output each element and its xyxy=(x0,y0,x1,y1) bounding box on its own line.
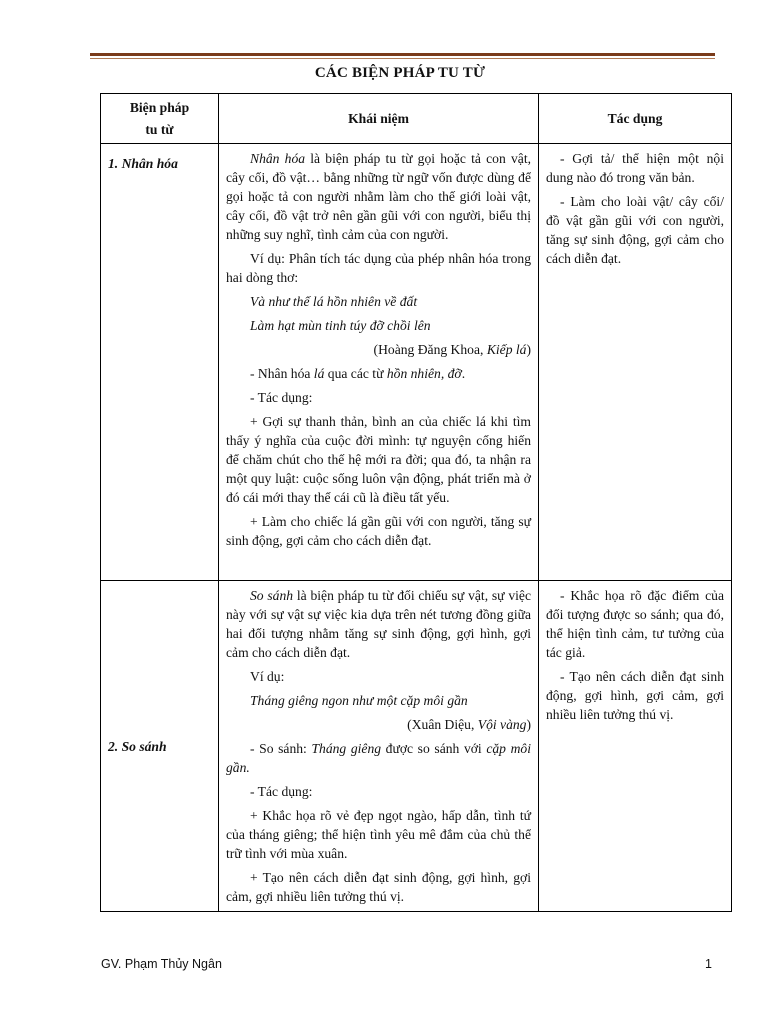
poem-line: Tháng giêng ngon như một cặp môi gần xyxy=(250,693,468,708)
concept-cell xyxy=(219,581,539,912)
example-intro: Ví dụ: xyxy=(250,669,285,684)
effect-point: + Gợi sự thanh thản, bình an của chiếc lá khi tìm thấy ý nghĩa của cuộc đời mình: tự nguyện cống hiến để chăm chút cho thế hệ mới ra đời; qua đó, ta nhận ra một quy luật: cuộc sống luôn vận động, phát triển mà ở đó cái mới thay thế cái cũ là điều tất yếu. xyxy=(226,414,531,505)
use-point: - Khắc họa rõ đặc điểm của đối tượng được so sánh; qua đó, thể hiện tình cảm, tư tưởng của tác giả. xyxy=(546,588,724,660)
source-author: (Xuân Diệu, xyxy=(407,717,478,732)
technique-name: 1. Nhân hóa xyxy=(101,144,219,581)
poem-source xyxy=(226,340,531,359)
definition-term: Nhân hóa xyxy=(250,151,306,166)
source-work: Vội vàng xyxy=(477,717,527,732)
definition xyxy=(226,586,531,662)
definition-term: So sánh xyxy=(250,588,294,603)
effect-point: + Tạo nên cách diễn đạt sinh động, gợi hình, gợi cảm, gợi nhiều liên tưởng thú vị. xyxy=(226,870,531,904)
header-technique xyxy=(101,94,219,144)
example-intro: Ví dụ: Phân tích tác dụng của phép nhân hóa trong hai dòng thơ: xyxy=(226,251,531,285)
header-effect: Tác dụng xyxy=(539,94,732,144)
effect-point: + Làm cho chiếc lá gần gũi với con người, tăng sự sinh động, gợi cảm cho cách diễn đạt. xyxy=(226,514,531,548)
header-technique-line2: tu từ xyxy=(145,121,174,137)
analysis-object: Tháng giêng xyxy=(311,741,382,756)
page-title: CÁC BIỆN PHÁP TU TỪ xyxy=(314,65,486,81)
effect-point: + Khắc họa rõ vẻ đẹp ngọt ngào, hấp dẫn, tình tứ của tháng giêng; thể hiện tình yêu mê đắm của chủ thể trữ tình với mùa xuân. xyxy=(226,808,531,861)
poem-line: Và như thế lá hồn nhiên về đất xyxy=(250,294,418,309)
footer-author: GV. Phạm Thủy Ngân xyxy=(101,957,222,971)
concept-cell xyxy=(219,144,539,581)
header-technique-line1: Biện pháp xyxy=(129,99,190,115)
source-close: ) xyxy=(526,342,531,357)
use-point: - Tạo nên cách diễn đạt sinh động, gợi hình, gợi cảm, gợi nhiều liên tưởng thú vị. xyxy=(546,669,724,722)
analysis-mid: qua các từ xyxy=(324,366,387,381)
header-rule-thin xyxy=(90,58,715,59)
effect-cell xyxy=(539,144,732,581)
table-row xyxy=(101,581,732,912)
page-number: 1 xyxy=(705,957,712,971)
analysis-object: lá xyxy=(313,366,325,381)
header-concept: Khái niệm xyxy=(219,94,539,144)
definition xyxy=(226,149,531,244)
definition-text: là biện pháp tu từ gọi hoặc tả con vật, cây cối, đồ vật… bằng những từ ngữ vốn được dùng để gọi hoặc tả con người nhằm làm cho thế giới loài vật, cây cối, đồ vật trở nên gần gũi với con người, biểu thị những suy nghĩ, tình cảm của con người. xyxy=(226,151,531,242)
poem-source xyxy=(226,715,531,734)
source-work: Kiếp lá xyxy=(486,342,527,357)
analysis xyxy=(226,739,531,777)
use-point: - Làm cho loài vật/ cây cối/ đồ vật gần gũi với con người, tăng sự sinh động, gợi cảm cho cách diễn đạt. xyxy=(546,194,724,266)
effect-label: - Tác dụng: xyxy=(250,390,313,405)
table-row xyxy=(101,144,732,581)
analysis-words: cặp môi gần. xyxy=(226,741,531,775)
technique-name: 2. So sánh xyxy=(101,581,219,912)
analysis-end: . xyxy=(461,366,466,381)
definition-text: là biện pháp tu từ đối chiếu sự vật, sự việc này với sự vật sự việc kia dựa trên nét tương đồng giữa hai đối tượng nhằm tăng sự sinh động, gợi hình, gợi cảm cho cách diễn đạt. xyxy=(226,588,531,660)
analysis-words: hồn nhiên, đỡ xyxy=(386,366,462,381)
analysis-mid: được so sánh với xyxy=(381,741,487,756)
effect-cell xyxy=(539,581,732,912)
analysis-prefix: - So sánh: xyxy=(250,741,312,756)
header-rule-thick xyxy=(90,53,715,56)
analysis-prefix: - Nhân hóa xyxy=(250,366,314,381)
table-header-row xyxy=(101,94,732,144)
source-close: ) xyxy=(526,717,531,732)
use-point: - Gợi tả/ thể hiện một nội dung nào đó trong văn bản. xyxy=(546,151,724,185)
poem-line: Làm hạt mùn tinh túy đỡ chồi lên xyxy=(250,318,431,333)
effect-label: - Tác dụng: xyxy=(250,784,313,799)
rhetoric-table xyxy=(100,93,732,912)
analysis xyxy=(226,364,531,383)
source-author: (Hoàng Đăng Khoa, xyxy=(373,342,487,357)
